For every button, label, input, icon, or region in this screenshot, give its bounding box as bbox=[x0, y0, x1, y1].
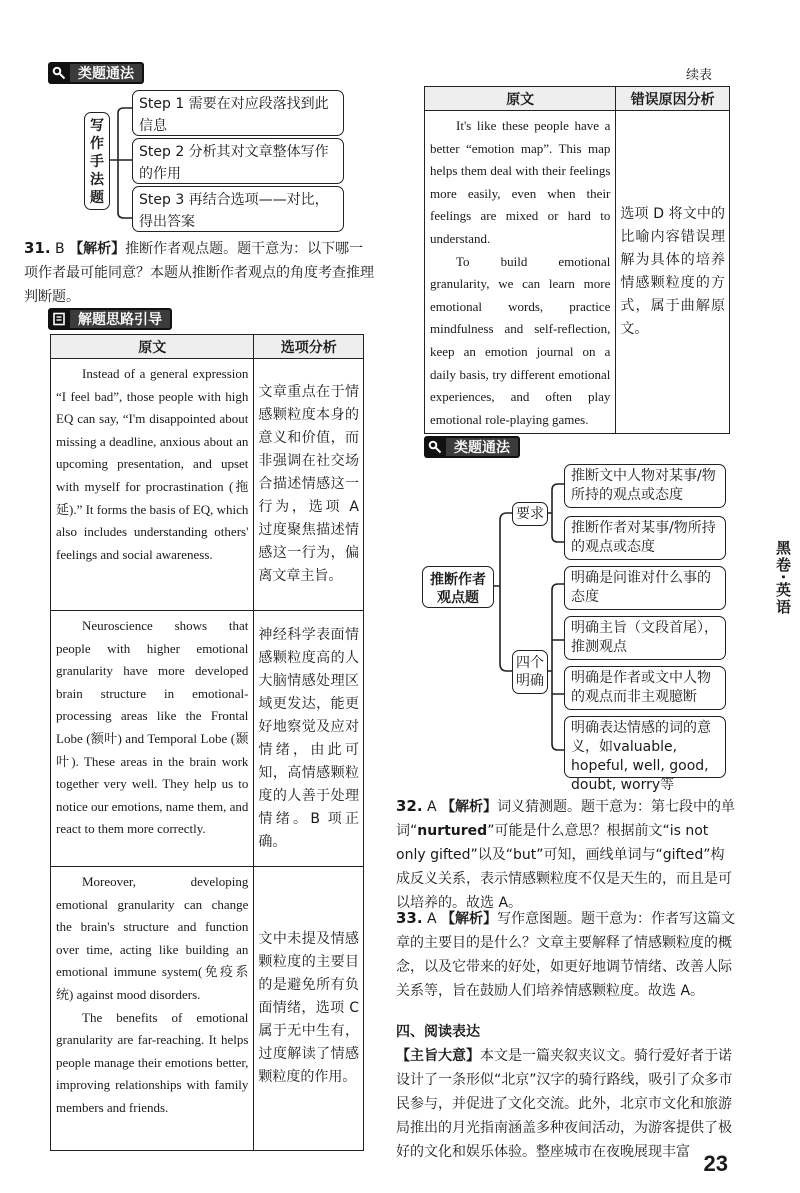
tree2-branch-requirements: 要求 bbox=[512, 502, 548, 526]
tree2-root: 推断作者 观点题 bbox=[422, 566, 494, 608]
table-header: 原文 bbox=[51, 335, 254, 359]
table-header: 原文 bbox=[425, 87, 616, 111]
table-header: 错误原因分析 bbox=[616, 87, 730, 111]
source-text: Instead of a general expression “I feel bad”, those people with high EQ can say, “I'm disappointed about missing a deadline, anxious about an upcoming presentation, and upset with myself for procrastination (拖延).” It forms the basis of EQ, which also includes understanding others' feelings and social awareness. bbox=[51, 359, 254, 611]
error-analysis: 选项 D 将文中的比喻内容错误理解为具体的培养情感颗粒度的方式，属于曲解原文。 bbox=[616, 111, 730, 434]
tree1-step-3: Step 3 再结合选项——对比，得出答案 bbox=[132, 186, 344, 232]
tree1-root: 写 作 手 法 题 bbox=[84, 112, 110, 210]
tag-label: 类题通法 bbox=[70, 62, 144, 84]
table-header: 选项分析 bbox=[254, 335, 364, 359]
question-32: 32. A 【解析】词义猜测题。题干意为：第七段中的单词“nurtured”可能是什么意思？根据前文“is not only gifted”以及“but”可知，画线单词与“gifted”构成反义关系，表示情感颗粒度不仅是天生的，而且是可以培养的。故选 A。 bbox=[396, 797, 736, 911]
source-text: It's like these people have a better “emotion map”. This map helps them deal with their feelings more easily, even when their feelings are mixed or hard to understand. To build emotional granularity, we can learn more emotional words, practice mindfulness and self-reflection, keep an emotion journal on a daily basis, try different emotional experiences, and often play emotional role-playing games. bbox=[425, 111, 616, 434]
tree2-item: 明确表达情感的词的意义，如valuable, hopeful, well, good, doubt, worry等 bbox=[564, 716, 726, 778]
source-text: Neuroscience shows that people with higher emotional granularity have more developed brain structure in emotional-processing areas like the Frontal Lobe (额叶) and Temporal Lobe (颞叶). These areas in the brain work together very well. They help us to notice our emotions, name them, and react to them more correctly. bbox=[51, 611, 254, 867]
tag-label: 类题通法 bbox=[446, 436, 520, 458]
tree1-step-1: Step 1 需要在对应段落找到此信息 bbox=[132, 90, 344, 136]
question-31: 31. B 【解析】推断作者观点题。题干意为：以下哪一项作者最可能同意？本题从推断作者观点的角度考查推理判断题。 bbox=[24, 239, 374, 305]
page-number: 23 bbox=[703, 1151, 728, 1176]
tree2-item: 明确主旨（文段首尾），推测观点 bbox=[564, 616, 726, 660]
tree2-branch-four-clarifications: 四个 明确 bbox=[512, 650, 548, 694]
tag-label: 解题思路引导 bbox=[70, 308, 172, 330]
tree1-step-2: Step 2 分析其对文章整体写作的作用 bbox=[132, 138, 344, 184]
tree2-item: 明确是问谁对什么事的态度 bbox=[564, 566, 726, 610]
source-text: Moreover, developing emotional granularity can change the brain's structure and function over time, acting like building an emotional immune system(免疫系统) against mood disorders. The benefits of emotional granularity are far-reaching. It helps people manage their emotions better, improving relationships with family members and friends. bbox=[51, 867, 254, 1151]
section-title: 四、阅读表达 bbox=[396, 1024, 480, 1040]
tree2-item: 推断作者对某事/物所持的观点或态度 bbox=[564, 516, 726, 560]
continued-label: 续表 bbox=[686, 68, 713, 83]
option-analysis: 文中未提及情感颗粒度的主要目的是避免所有负面情绪，选项 C 属于无中生有，过度解读了情感颗粒度的作用。 bbox=[254, 867, 364, 1151]
option-analysis: 文章重点在于情感颗粒度本身的意义和价值，而非强调在社交场合描述情感这一行为，选项 A 过度聚焦描述情感这一行为，偏离文章主旨。 bbox=[254, 359, 364, 611]
tree2-item: 明确是作者或文中人物的观点而非主观臆断 bbox=[564, 666, 726, 710]
question-33: 33. A 【解析】写作意图题。题干意为：作者写这篇文章的主要目的是什么？文章主要解释了情感颗粒度的概念，以及它带来的好处，如更好地调节情绪、改善人际关系等，旨在鼓励人们培养情感颗粒度。故选 A。 bbox=[396, 909, 736, 999]
tree2-item: 推断文中人物对某事/物所持的观点或态度 bbox=[564, 464, 726, 508]
summary-paragraph: 【主旨大意】本文是一篇夹叙夹议文。骑行爱好者于诺设计了一条形似“北京”汉字的骑行路线，吸引了众多市民参与，并促进了文化交流。此外，北京市文化和旅游局推出的月光指南涵盖多种夜间活动，为游客提供了极好的文化和娱乐体验。整座城市在夜晚展现丰富 bbox=[396, 1048, 733, 1160]
option-analysis: 神经科学表面情感颗粒度高的人大脑情感处理区域更发达，能更好地察觉及应对情绪，由此可知，高情感颗粒度的人善于处理情绪。B 项正确。 bbox=[254, 611, 364, 867]
sidebar-label: 黑卷·英语 bbox=[774, 540, 792, 616]
